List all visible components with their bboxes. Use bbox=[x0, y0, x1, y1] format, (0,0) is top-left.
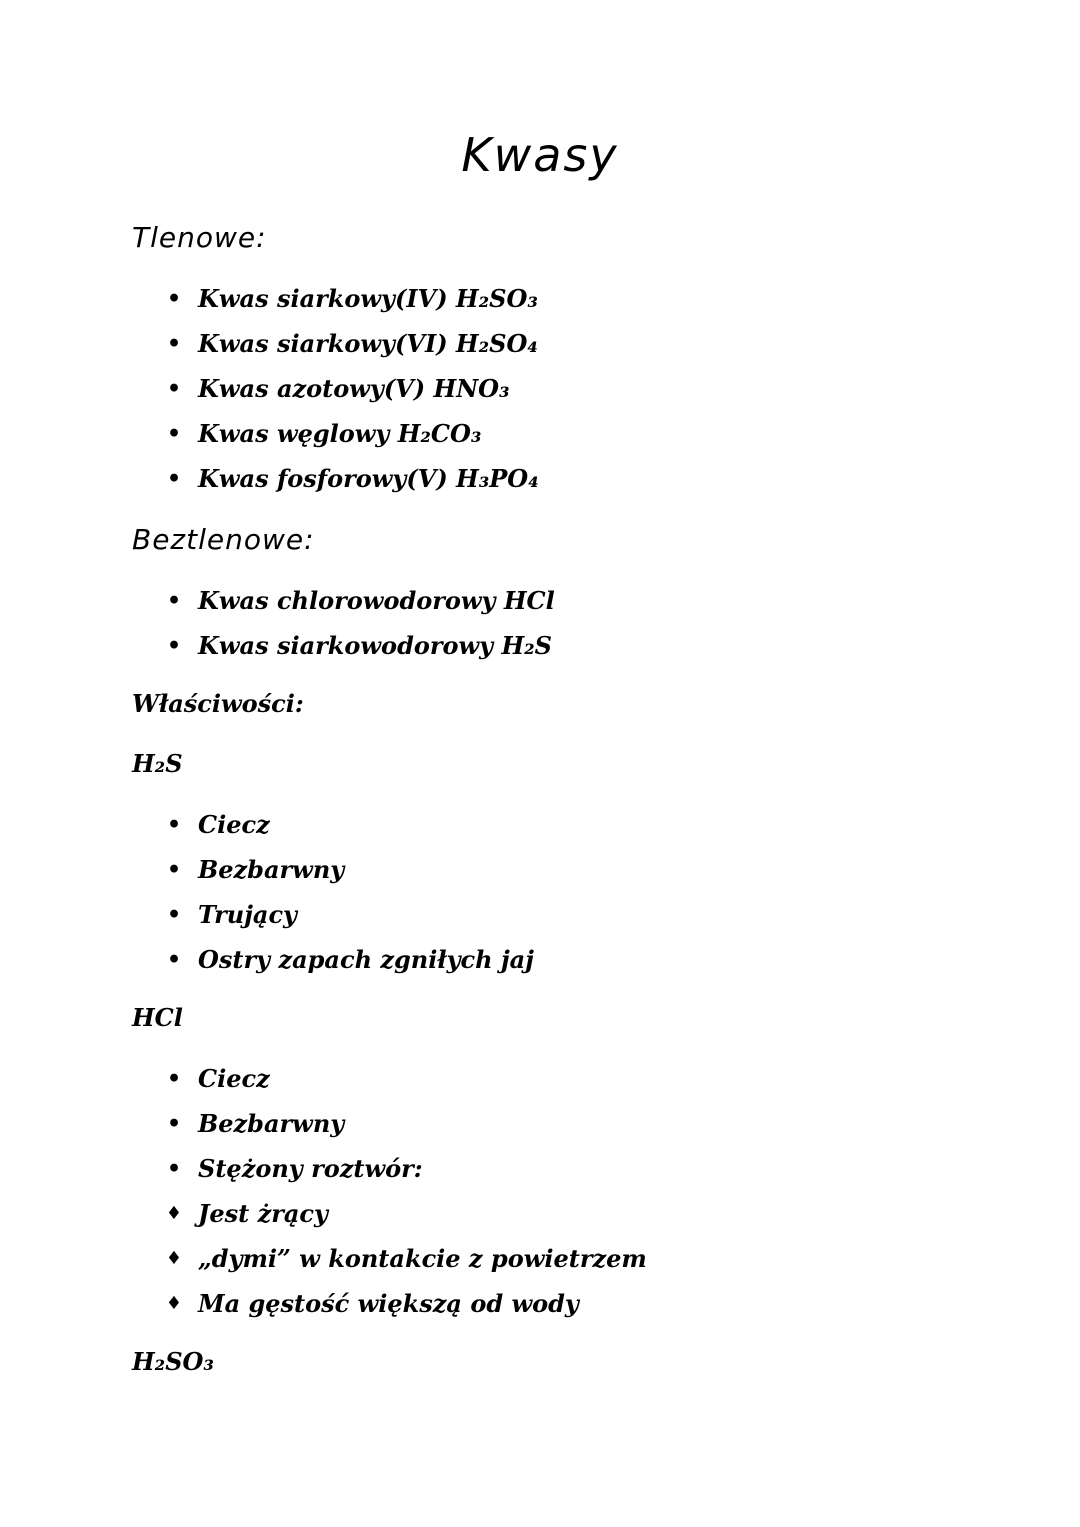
list-item: ♦ Jest żrący bbox=[165, 1199, 328, 1228]
list-item: ♦ Ma gęstość większą od wody bbox=[165, 1289, 579, 1318]
heading-beztlenowe: Beztlenowe: bbox=[132, 523, 315, 556]
list-hcl bbox=[160, 1064, 647, 1334]
heading-wlasciwosci: Właściwości: bbox=[132, 689, 304, 718]
diamond-icon: ♦ bbox=[165, 1293, 183, 1314]
page-title: Kwasy bbox=[461, 128, 619, 182]
list-item: • Bezbarwny bbox=[160, 1109, 647, 1154]
bullet-icon: • bbox=[166, 421, 182, 447]
list-item: • Trujący bbox=[160, 900, 534, 945]
list-h2s bbox=[160, 810, 534, 990]
list-item: • Ostry zapach zgniłych jaj bbox=[160, 945, 534, 990]
list-item: • Ciecz bbox=[160, 1064, 647, 1109]
bullet-icon: • bbox=[166, 588, 182, 614]
bullet-icon: • bbox=[166, 947, 182, 973]
bullet-icon: • bbox=[166, 812, 182, 838]
list-item: • Kwas chlorowodorowy HCl bbox=[160, 586, 555, 631]
list-item: • Kwas siarkowy(VI) H₂SO₄ bbox=[160, 329, 539, 374]
label-h2so3: H₂SO₃ bbox=[132, 1347, 214, 1376]
list-item: • Ciecz bbox=[160, 810, 534, 855]
bullet-icon: • bbox=[166, 376, 182, 402]
list-beztlenowe bbox=[160, 586, 555, 676]
bullet-icon: • bbox=[166, 633, 182, 659]
list-item: • Kwas azotowy(V) HNO₃ bbox=[160, 374, 539, 419]
list-item: • Kwas siarkowy(IV) H₂SO₃ bbox=[160, 284, 539, 329]
bullet-icon: • bbox=[166, 466, 182, 492]
bullet-icon: • bbox=[166, 286, 182, 312]
bullet-icon: • bbox=[166, 1156, 182, 1182]
list-item: ♦ „dymi” w kontakcie z powietrzem bbox=[165, 1244, 647, 1273]
diamond-icon: ♦ bbox=[165, 1203, 183, 1224]
label-hcl: HCl bbox=[132, 1003, 183, 1032]
list-item: • Stężony roztwór: bbox=[160, 1154, 647, 1199]
diamond-icon: ♦ bbox=[165, 1248, 183, 1269]
list-item: • Bezbarwny bbox=[160, 855, 534, 900]
label-h2s: H₂S bbox=[132, 749, 183, 778]
list-item: • Kwas węglowy H₂CO₃ bbox=[160, 419, 539, 464]
bullet-icon: • bbox=[166, 857, 182, 883]
list-tlenowe bbox=[160, 284, 539, 509]
bullet-icon: • bbox=[166, 1111, 182, 1137]
list-item: • Kwas siarkowodorowy H₂S bbox=[160, 631, 555, 676]
list-item: • Kwas fosforowy(V) H₃PO₄ bbox=[160, 464, 539, 509]
bullet-icon: • bbox=[166, 902, 182, 928]
bullet-icon: • bbox=[166, 331, 182, 357]
bullet-icon: • bbox=[166, 1066, 182, 1092]
heading-tlenowe: Tlenowe: bbox=[132, 221, 267, 254]
